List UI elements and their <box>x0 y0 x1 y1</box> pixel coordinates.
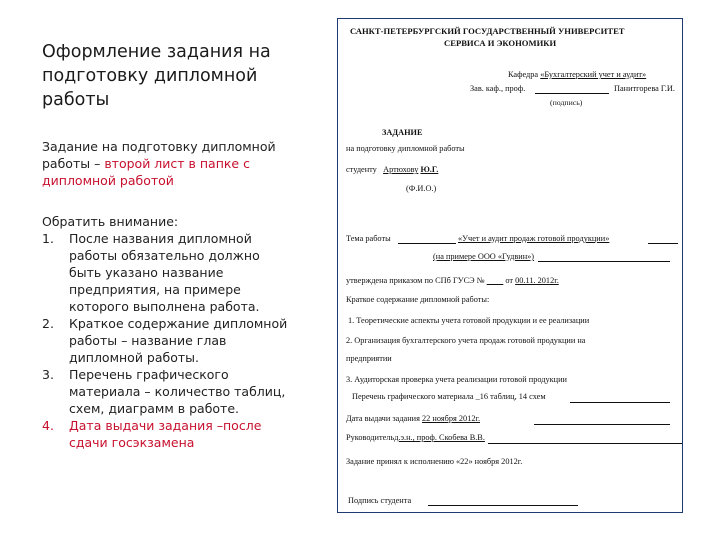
intro-text <box>42 138 292 189</box>
list-item <box>42 366 292 417</box>
theme-tail-line <box>648 243 678 244</box>
approval-date: 00.11. 2012г. <box>515 276 559 285</box>
intro-black: Задание на подготовку дипломной работы – <box>42 139 276 171</box>
issue-line <box>534 424 670 425</box>
issue-row <box>346 414 480 423</box>
list-number: 4. <box>42 418 54 433</box>
student-surname: Артюхову <box>383 165 419 174</box>
list-item <box>42 315 292 366</box>
issue-label: Дата выдачи задания <box>346 414 420 423</box>
intro-red: второй лист в папке с дипломной работой <box>42 156 250 188</box>
department-row <box>508 70 646 79</box>
task-purpose: на подготовку дипломной работы <box>346 144 465 153</box>
list-item <box>42 417 292 451</box>
list-text: После названия дипломной работы обязательно должно быть указано название предприятия, на примере которого выполнена работа. <box>69 231 260 314</box>
theme-example: (на примере ООО «Гудвин») <box>433 252 535 261</box>
head-of-department-label: Зав. каф., проф. <box>470 84 526 93</box>
student-signature-line <box>428 505 578 506</box>
supervisor-label: Руководитель <box>346 433 395 442</box>
student-label: студенту <box>346 165 377 174</box>
summary-item-1: 1. Теоретические аспекты учета готовой продукции и ее реализации <box>348 316 590 325</box>
theme-value: «Учет и аудит продаж готовой продукции» <box>458 234 610 243</box>
supervisor-row <box>346 433 485 442</box>
theme-example-line <box>538 261 670 262</box>
summary-item-2-cont: предприятии <box>346 354 392 363</box>
student-row <box>346 165 438 174</box>
student-signature-label: Подпись студента <box>348 496 412 505</box>
slide-title: Оформление задания на подготовку дипломной работы <box>42 42 271 110</box>
task-document <box>337 18 683 513</box>
graphics-line <box>570 402 670 403</box>
approval-number-blank <box>487 276 504 285</box>
head-signature-line <box>535 93 609 94</box>
issue-date: 22 ноября 2012г. <box>422 414 481 423</box>
list-item <box>42 230 292 315</box>
fio-caption: (Ф.И.О.) <box>406 184 437 193</box>
approval-prefix: утверждена приказом по СПб ГУСЭ № <box>346 276 485 285</box>
supervisor-line <box>488 443 682 444</box>
task-heading: ЗАДАНИЕ <box>382 128 423 137</box>
attention-heading: Обратить внимание: <box>42 214 179 229</box>
student-initials: Ю.Г. <box>420 165 439 174</box>
summary-item-3: 3. Аудиторская проверка учета реализации готовой продукции <box>346 375 567 384</box>
department-label: Кафедра <box>508 70 539 79</box>
university-name-line1: САНКТ-ПЕТЕРБУРГСКИЙ ГОСУДАРСТВЕННЫЙ УНИВЕРСИТЕТ <box>350 26 625 36</box>
university-name-line2: СЕРВИСА И ЭКОНОМИКИ <box>444 38 557 48</box>
head-of-department-name: Панитгорева Г.И. <box>614 84 675 93</box>
supervisor-value: д.э.н., проф. Скобева В.В. <box>394 433 485 442</box>
summary-item-2: 2. Организация бухгалтерского учета продаж готовой продукции на <box>346 336 586 345</box>
department-value: «Бухгалтерский учет и аудит» <box>540 70 647 79</box>
list-number: 3. <box>42 367 54 382</box>
list-text: Дата выдачи задания –после сдачи госэкзамена <box>69 418 262 450</box>
list-text: Перечень графического материала – количество таблиц, схем, диаграмм в работе. <box>69 367 286 416</box>
list-text: Краткое содержание дипломной работы – название глав дипломной работы. <box>69 316 288 365</box>
attention-list <box>42 230 292 451</box>
approval-from: от <box>505 276 514 285</box>
graphics-list: Перечень графического материала _16 таблиц, 14 схем <box>352 392 546 401</box>
accepted-line: Задание принял к исполнению «22» ноября 2012г. <box>346 457 523 466</box>
list-number: 2. <box>42 316 54 331</box>
list-number: 1. <box>42 231 54 246</box>
approval-row <box>346 276 559 285</box>
theme-label: Тема работы <box>346 234 391 243</box>
signature-caption: (подпись) <box>550 98 583 107</box>
theme-blank-line <box>398 243 456 244</box>
summary-heading: Краткое содержание дипломной работы: <box>346 295 490 304</box>
